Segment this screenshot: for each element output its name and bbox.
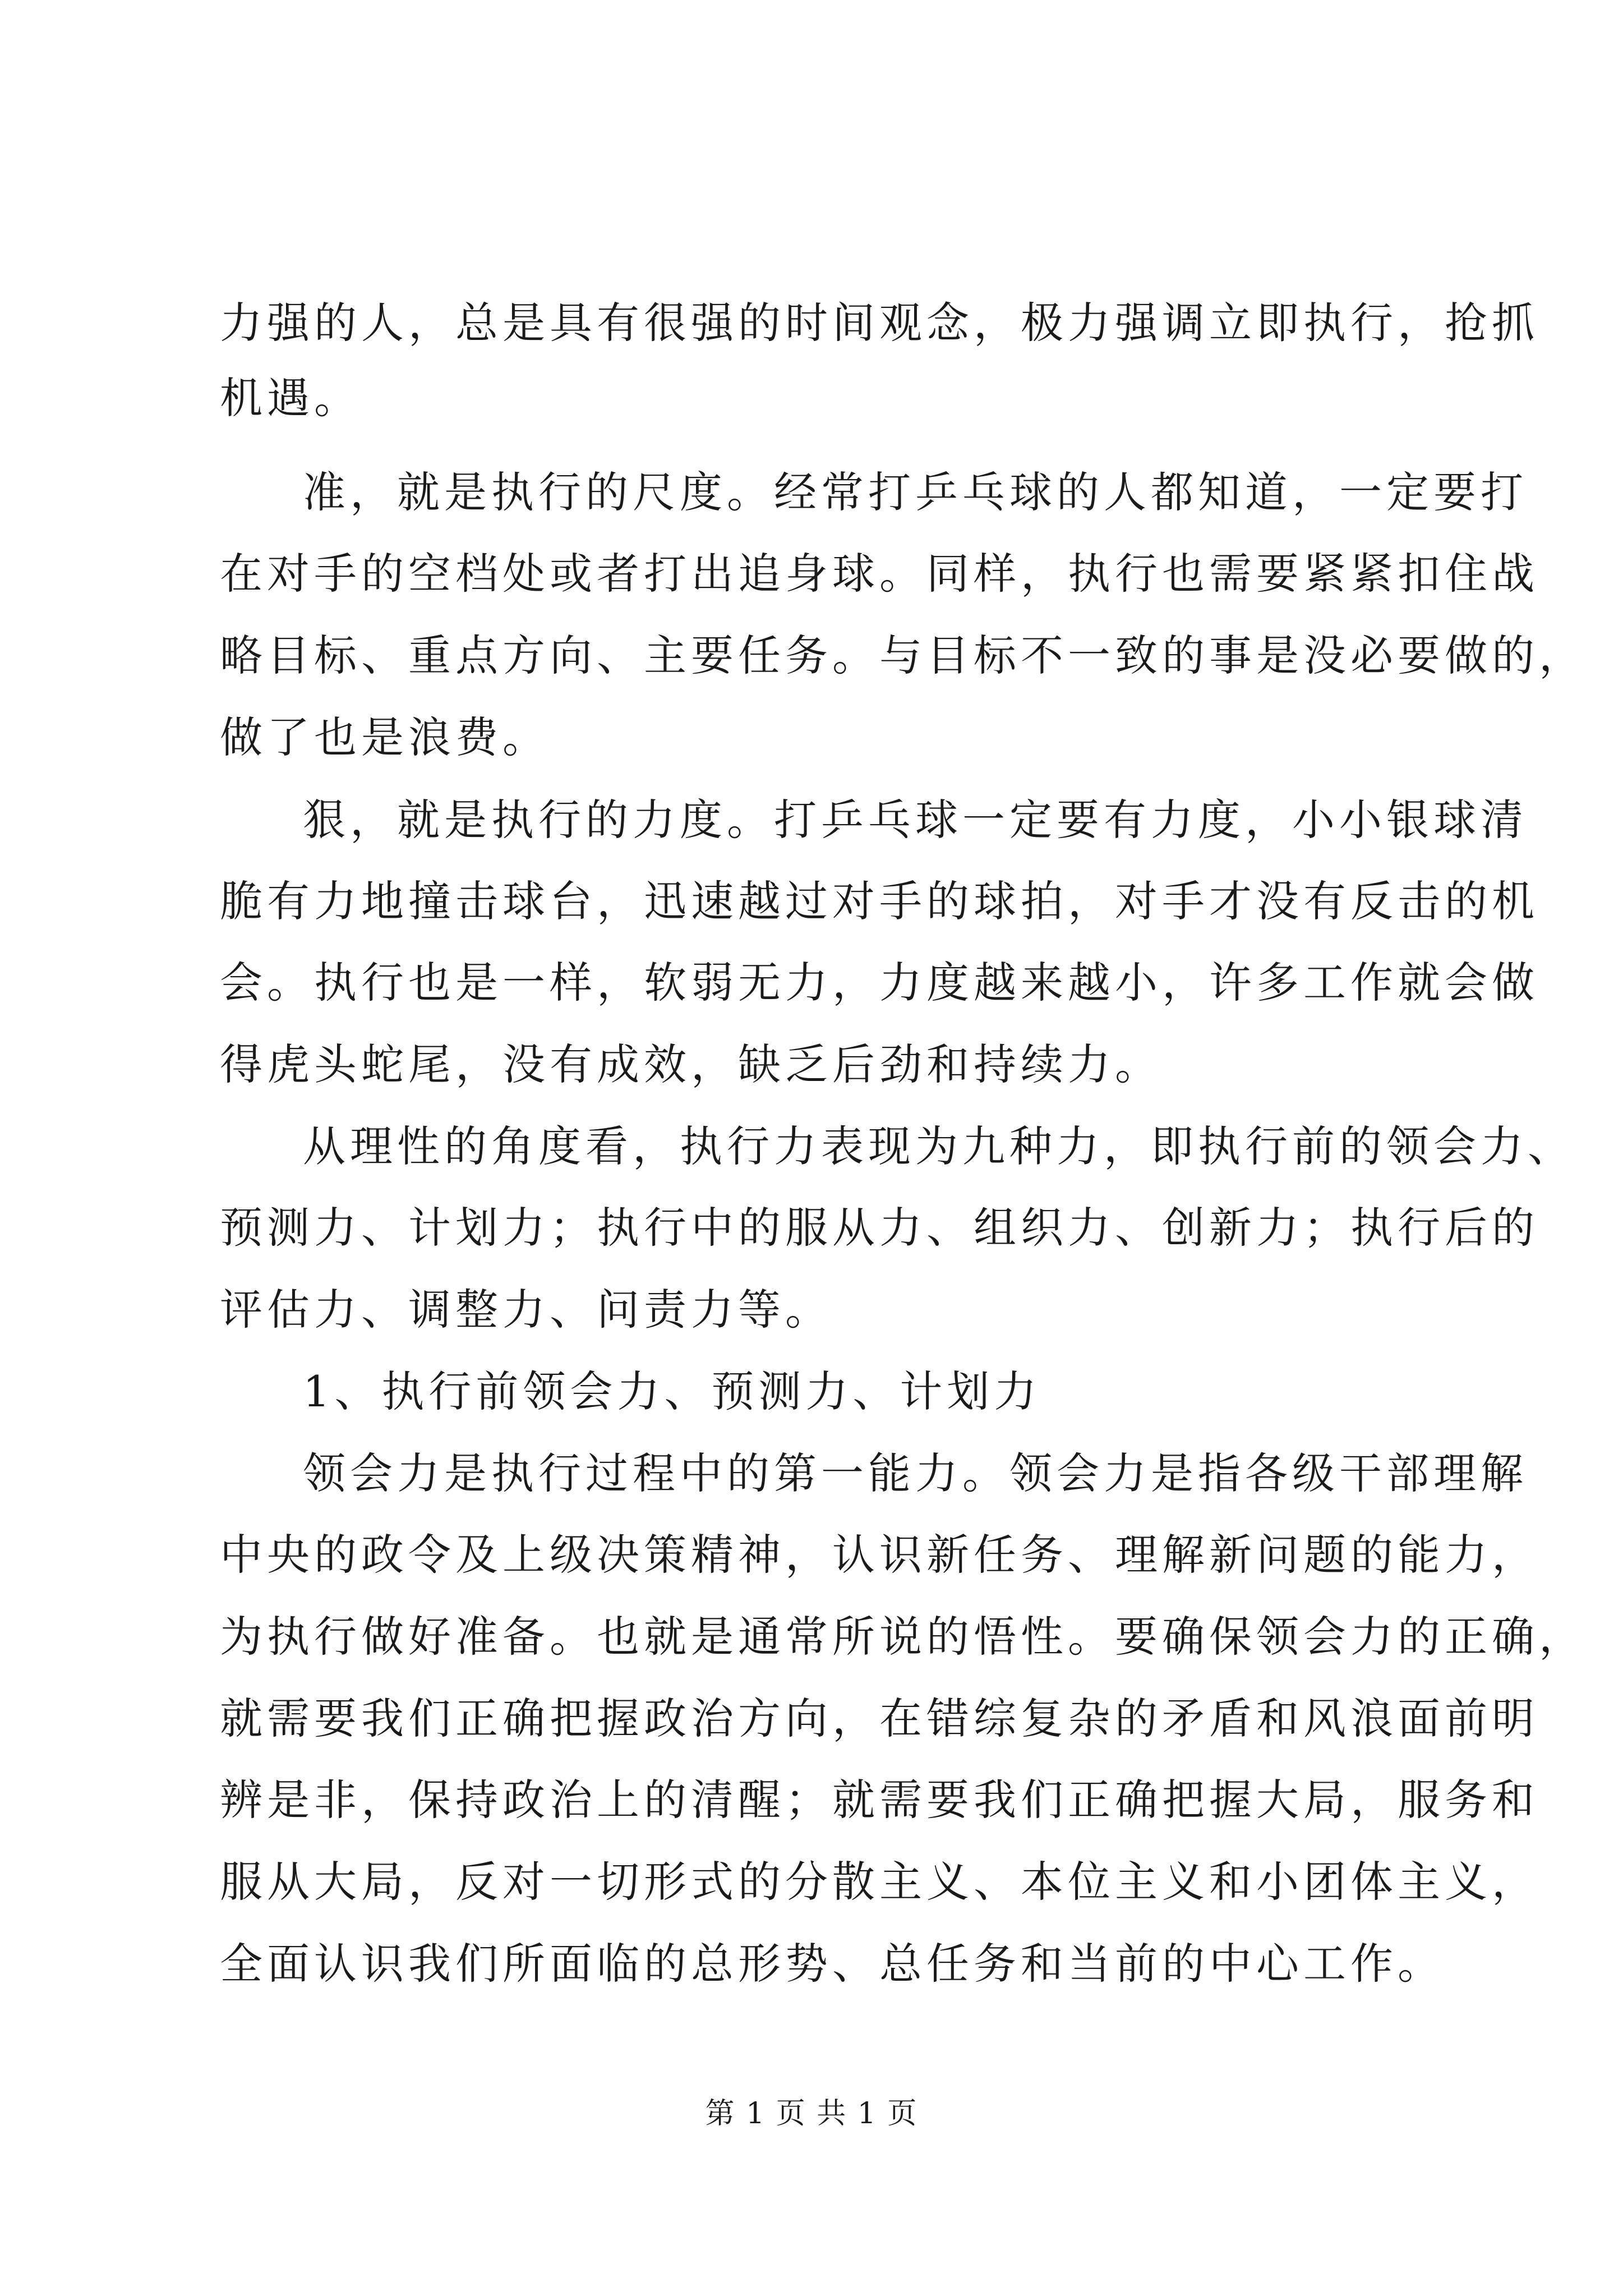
paragraph-line: 为执行做好准备。也就是通常所说的悟性。要确保领会力的正确， bbox=[220, 1612, 1586, 1662]
paragraph-line: 全面认识我们所面临的总形势、总任务和当前的中心工作。 bbox=[220, 1939, 1445, 1989]
paragraph-line: 准，就是执行的尺度。经常打乒乓球的人都知道，一定要打 bbox=[303, 467, 1528, 517]
paragraph-line: 做了也是浪费。 bbox=[220, 712, 550, 762]
page-footer: 第 1 页 共 1 页 bbox=[705, 2097, 918, 2131]
paragraph-line: 中央的政令及上级决策精神，认识新任务、理解新问题的能力， bbox=[220, 1530, 1539, 1580]
paragraph-line: 评估力、调整力、问责力等。 bbox=[220, 1285, 832, 1335]
paragraph-line: 略目标、重点方向、主要任务。与目标不一致的事是没必要做的， bbox=[220, 631, 1586, 680]
paragraph-line: 脆有力地撞击球台，迅速越过对手的球拍，对手才没有反击的机 bbox=[220, 876, 1539, 926]
paragraph-line: 辨是非，保持政治上的清醒；就需要我们正确把握大局，服务和 bbox=[220, 1775, 1539, 1825]
paragraph-line: 从理性的角度看，执行力表现为九种力，即执行前的领会力、 bbox=[303, 1121, 1575, 1171]
paragraph-line: 狠，就是执行的力度。打乒乓球一定要有力度，小小银球清 bbox=[303, 795, 1528, 845]
paragraph-line: 就需要我们正确把握政治方向，在错综复杂的矛盾和风浪面前明 bbox=[220, 1694, 1539, 1743]
paragraph-line: 机遇。 bbox=[220, 373, 361, 423]
paragraph-line: 会。执行也是一样，软弱无力，力度越来越小，许多工作就会做 bbox=[220, 958, 1539, 1007]
paragraph-line: 服从大局，反对一切形式的分散主义、本位主义和小团体主义， bbox=[220, 1857, 1539, 1907]
paragraph-line: 力强的人，总是具有很强的时间观念，极力强调立即执行，抢抓 bbox=[220, 298, 1539, 348]
paragraph-line: 得虎头蛇尾，没有成效，缺乏后劲和持续力。 bbox=[220, 1039, 1162, 1089]
paragraph-line: 预测力、计划力；执行中的服从力、组织力、创新力；执行后的 bbox=[220, 1203, 1539, 1253]
paragraph-line: 在对手的空档处或者打出追身球。同样，执行也需要紧紧扣住战 bbox=[220, 549, 1539, 599]
paragraph-line: 领会力是执行过程中的第一能力。领会力是指各级干部理解 bbox=[303, 1448, 1528, 1498]
section-heading: 1、执行前领会力、预测力、计划力 bbox=[303, 1366, 1041, 1416]
